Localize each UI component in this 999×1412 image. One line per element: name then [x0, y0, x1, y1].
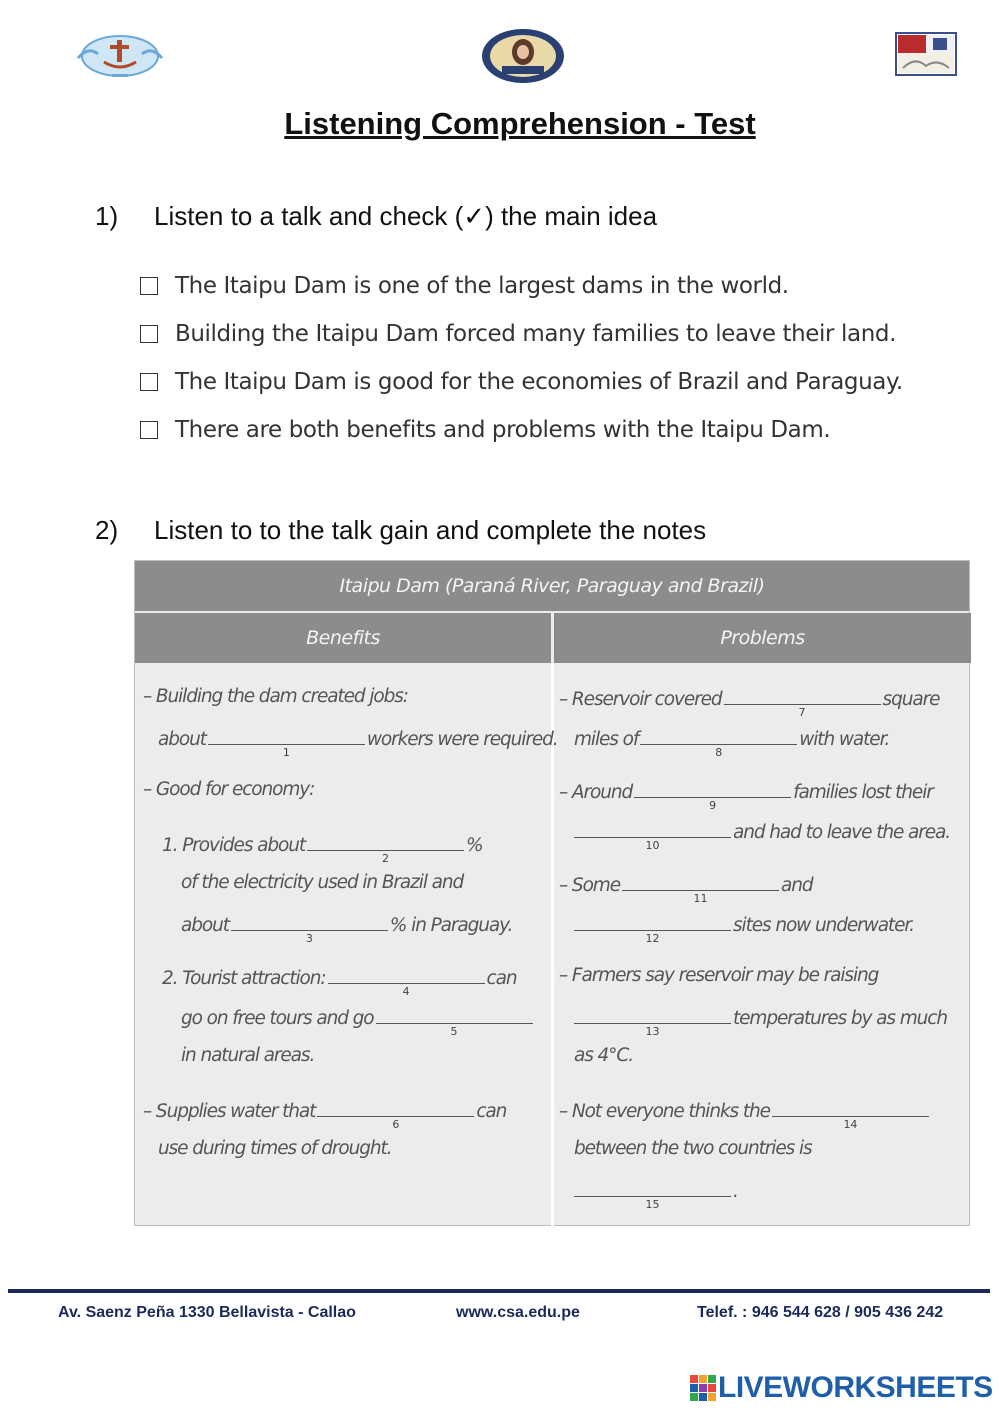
liveworksheets-logo-icon: [690, 1375, 716, 1401]
note-line: – Some 11 and: [559, 871, 813, 895]
shield-logo: [893, 30, 959, 78]
note-line: about 1 workers were required.: [158, 725, 558, 749]
benefits-header: Benefits: [135, 613, 551, 663]
blank-12[interactable]: 12: [574, 911, 731, 931]
note-line: in natural areas.: [181, 1045, 315, 1066]
option-1[interactable]: [140, 262, 940, 310]
footer-divider: [8, 1289, 990, 1293]
liveworksheets-text: LIVEWORKSHEETS: [718, 1371, 993, 1404]
blank-9[interactable]: 9: [634, 778, 791, 798]
notes-title: Itaipu Dam (Paraná River, Paraguay and Brazil): [135, 561, 969, 611]
blank-13[interactable]: 13: [574, 1004, 731, 1024]
question-1-number: 1): [95, 201, 119, 231]
footer-address: Av. Saenz Peña 1330 Bellavista - Callao: [58, 1304, 356, 1321]
note-line: go on free tours and go 5: [181, 1004, 535, 1028]
note-line: 2. Tourist attraction: 4 can: [162, 964, 516, 988]
checkbox-icon[interactable]: [140, 421, 158, 439]
option-3[interactable]: [140, 358, 940, 406]
option-4[interactable]: [140, 406, 940, 454]
blank-5[interactable]: 5: [376, 1004, 533, 1024]
checkbox-icon[interactable]: [140, 277, 158, 295]
note-line: of the electricity used in Brazil and: [181, 872, 464, 893]
note-line: – Farmers say reservoir may be raising: [559, 965, 879, 986]
liveworksheets-brand[interactable]: [690, 1372, 993, 1404]
blank-3[interactable]: 3: [231, 911, 388, 931]
option-4-label: There are both benefits and problems with the Itaipu Dam.: [175, 417, 831, 443]
question-2: [95, 515, 706, 546]
note-line: miles of 8 with water.: [574, 725, 889, 749]
note-line: – Around 9 families lost their: [559, 778, 933, 802]
problems-header: Problems: [554, 613, 971, 663]
note-line: 13 temperatures by as much: [574, 1004, 947, 1028]
option-2-label: Building the Itaipu Dam forced many families to leave their land.: [175, 321, 896, 347]
note-line: – Good for economy:: [143, 779, 315, 800]
question-1-text: Listen to a talk and check (✓) the main idea: [154, 201, 658, 231]
note-line: – Reservoir covered 7 square: [559, 685, 939, 709]
notes-table: [134, 560, 970, 1226]
note-line: 1. Provides about 2 %: [162, 831, 483, 855]
checkbox-icon[interactable]: [140, 373, 158, 391]
option-3-label: The Itaipu Dam is good for the economies of Brazil and Paraguay.: [175, 369, 903, 395]
blank-10[interactable]: 10: [574, 818, 731, 838]
blank-14[interactable]: 14: [772, 1097, 929, 1117]
blank-2[interactable]: 2: [307, 831, 464, 851]
footer-website[interactable]: www.csa.edu.pe: [456, 1304, 580, 1321]
footer-phone: Telef. : 946 544 628 / 905 436 242: [697, 1304, 944, 1321]
option-2[interactable]: [140, 310, 940, 358]
page-title: Listening Comprehension - Test: [284, 106, 756, 141]
main-idea-options: [140, 262, 940, 454]
question-2-text: Listen to to the talk gain and complete the notes: [154, 515, 707, 545]
blank-8[interactable]: 8: [640, 725, 797, 745]
note-line: use during times of drought.: [158, 1138, 392, 1159]
school-crest-logo: [68, 32, 172, 82]
blank-7[interactable]: 7: [724, 685, 881, 705]
blank-11[interactable]: 11: [622, 871, 779, 891]
note-line: about 3 % in Paraguay.: [181, 911, 512, 935]
question-1: [95, 201, 657, 232]
blank-4[interactable]: 4: [328, 964, 485, 984]
note-line: 10 and had to leave the area.: [574, 818, 950, 842]
option-1-label: The Itaipu Dam is one of the largest dams in the world.: [175, 273, 789, 299]
note-line: as 4°C.: [574, 1045, 633, 1066]
blank-1[interactable]: 1: [208, 725, 365, 745]
note-line: – Not everyone thinks the 14: [559, 1097, 931, 1121]
blank-6[interactable]: 6: [317, 1097, 474, 1117]
santa-clara-seal-logo: [480, 28, 566, 84]
note-line: 12 sites now underwater.: [574, 911, 914, 935]
blank-15[interactable]: 15: [574, 1177, 731, 1197]
note-line: between the two countries is: [574, 1138, 812, 1159]
note-line: 15 .: [574, 1177, 738, 1201]
question-2-number: 2): [95, 515, 119, 545]
note-line: – Building the dam created jobs:: [143, 686, 408, 707]
checkbox-icon[interactable]: [140, 325, 158, 343]
note-line: – Supplies water that 6 can: [143, 1097, 506, 1121]
